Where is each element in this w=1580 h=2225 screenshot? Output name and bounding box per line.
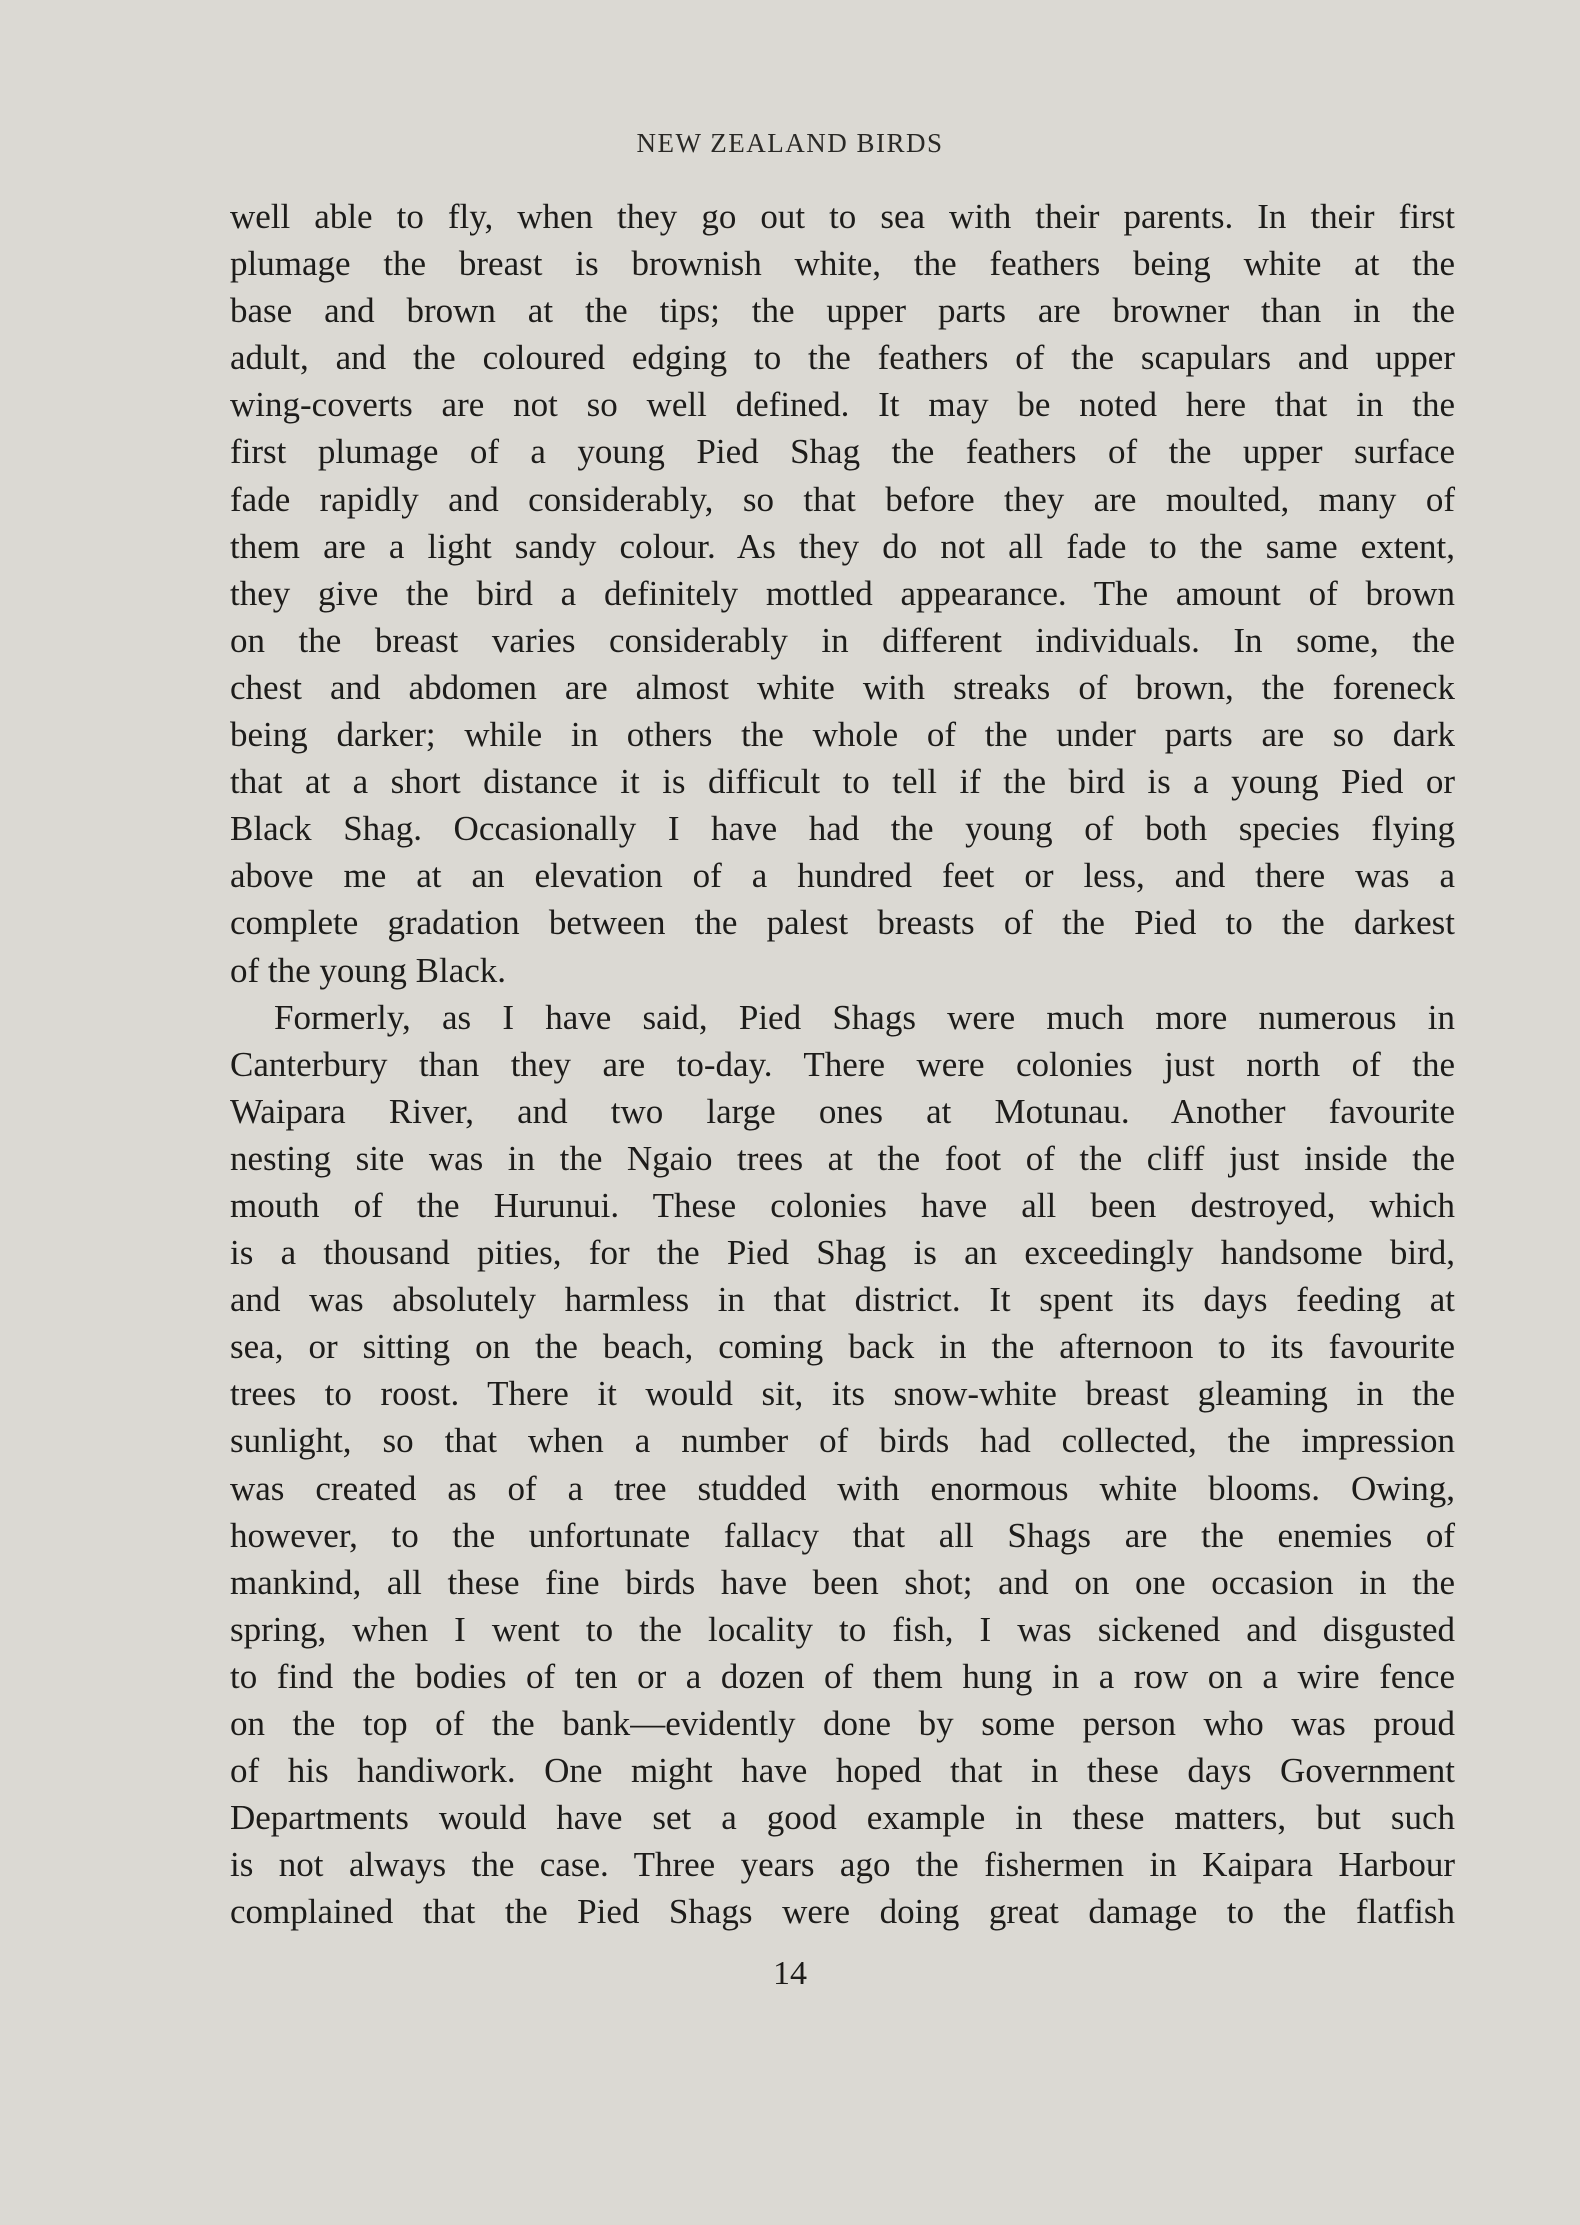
text-line: is not always the case. Three years ago the fishermen in Kaipara Harbour [230,1845,1455,1885]
text-line: of the young Black. [230,950,507,990]
text-line: being darker; while in others the whole of the under parts are so dark [230,715,1455,755]
text-line: plumage the breast is brownish white, the feathers being white at the [230,244,1455,284]
text-line: mankind, all these fine birds have been shot; and on one occasion in the [230,1562,1455,1602]
text-line: trees to roost. There it would sit, its snow-white breast gleaming in the [230,1374,1455,1414]
text-line: sunlight, so that when a number of birds had collected, the impression [230,1421,1455,1461]
page-number: 14 [773,1955,807,1992]
text-line: adult, and the coloured edging to the feathers of the scapulars and upper [230,338,1455,378]
text-line: Waipara River, and two large ones at Motunau. Another favourite [230,1091,1455,1131]
text-line: was created as of a tree studded with enormous white blooms. Owing, [230,1468,1455,1508]
text-line: to find the bodies of ten or a dozen of them hung in a row on a wire fence [230,1656,1455,1696]
text-line: fade rapidly and considerably, so that before they are moulted, many of [230,479,1455,519]
text-line: Canterbury than they are to-day. There were colonies just north of the [230,1044,1455,1084]
text-line: Formerly, as I have said, Pied Shags were much more numerous in [274,997,1455,1037]
text-line: them are a light sandy colour. As they do not all fade to the same extent, [230,526,1455,566]
text-line: first plumage of a young Pied Shag the feathers of the upper surface [230,432,1455,472]
text-line: wing-coverts are not so well defined. It may be noted here that in the [230,385,1455,425]
text-line: Black Shag. Occasionally I have had the young of both species flying [230,809,1455,849]
text-line: on the breast varies considerably in different individuals. In some, the [230,620,1455,660]
text-line: that at a short distance it is difficult to tell if the bird is a young Pied or [230,762,1455,802]
running-head: NEW ZEALAND BIRDS [636,128,944,158]
text-line: they give the bird a definitely mottled appearance. The amount of brown [230,573,1455,613]
text-line: is a thousand pities, for the Pied Shag is an exceedingly handsome bird, [230,1233,1455,1273]
text-line: of his handiwork. One might have hoped that in these days Government [230,1751,1455,1791]
text-line: and was absolutely harmless in that district. It spent its days feeding at [230,1280,1455,1320]
text-line: above me at an elevation of a hundred feet or less, and there was a [230,856,1455,896]
text-line: however, to the unfortunate fallacy that all Shags are the enemies of [230,1515,1455,1555]
text-line: complained that the Pied Shags were doing great damage to the flatfish [230,1892,1455,1932]
text-line: base and brown at the tips; the upper parts are browner than in the [230,291,1455,331]
text-line: nesting site was in the Ngaio trees at the foot of the cliff just inside the [230,1138,1455,1178]
text-line: sea, or sitting on the beach, coming back in the afternoon to its favourite [230,1327,1455,1367]
text-line: chest and abdomen are almost white with streaks of brown, the foreneck [230,667,1455,707]
text-line: well able to fly, when they go out to sea with their parents. In their first [230,197,1455,236]
text-line: spring, when I went to the locality to fish, I was sickened and disgusted [230,1609,1455,1649]
body-text [230,193,1455,1935]
text-line: mouth of the Hurunui. These colonies have all been destroyed, which [230,1185,1455,1225]
text-line: on the top of the bank—evidently done by some person who was proud [230,1704,1455,1743]
text-line: complete gradation between the palest breasts of the Pied to the darkest [230,903,1455,943]
text-line: Departments would have set a good example in these matters, but such [230,1798,1455,1838]
